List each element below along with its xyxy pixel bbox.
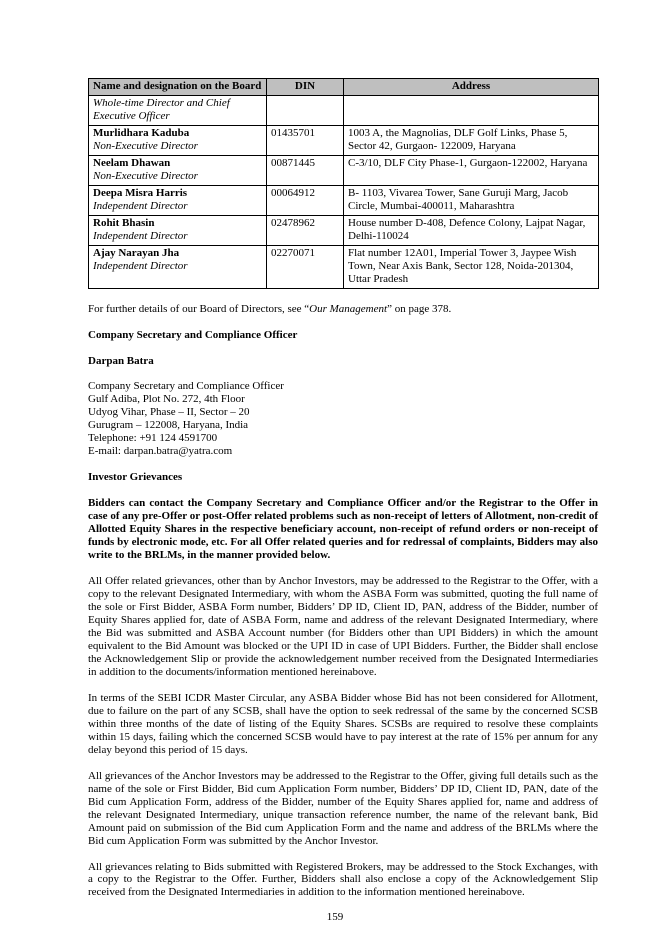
section-heading-company-secretary: Company Secretary and Compliance Officer xyxy=(88,328,298,341)
director-name: Ajay Narayan Jha xyxy=(93,246,180,259)
cell-address: 1003 A, the Magnolias, DLF Golf Links, Phase 5, Sector 42, Gurgaon- 122009, Haryana xyxy=(344,125,599,155)
director-designation: Independent Director xyxy=(93,199,188,212)
cell-name-designation xyxy=(89,245,267,288)
column-header-name-designation: Name and designation on the Board xyxy=(89,79,267,96)
further-details-paragraph xyxy=(88,303,598,316)
address-line: Company Secretary and Compliance Officer xyxy=(88,380,284,393)
body-paragraph: All grievances of the Anchor Investors may be addressed to the Registrar to the Offer, giving full details such as the name of the sole or First Bidder, Bid cum Application Form number, Bidders’ DP ID, Client ID, PAN, date of the Bid cum Application Form, address of the Bidder, number of the Equity Shares applied for, name and address of the relevant Designated Intermediary, unique transaction reference number, the name of the relevant bank, Bid Amount paid on submission of the Bid cum Application Form and the name and address of the BRLMs where the Bid cum Application Form was submitted by the Anchor Investor. xyxy=(88,769,598,847)
page-number: 159 xyxy=(326,911,344,923)
cell-address xyxy=(344,95,599,125)
director-name: Rohit Bhasin xyxy=(93,216,155,229)
director-designation: Independent Director xyxy=(93,229,188,242)
cell-din: 01435701 xyxy=(267,125,344,155)
table-header-row xyxy=(89,79,599,96)
text-run: For further details of our Board of Directors, see “ xyxy=(88,302,310,315)
cell-din: 00871445 xyxy=(267,155,344,185)
cell-din: 02478962 xyxy=(267,215,344,245)
table-row xyxy=(89,245,599,288)
body-paragraph: All grievances relating to Bids submitted with Registered Brokers, may be addressed to the Stock Exchanges, with a copy to the Registrar to the Offer. Further, Bidders shall also enclose a copy of the Acknowledgement Slip received from the Designated Intermediaries in addition to the information mentioned hereinabove. xyxy=(88,860,598,899)
officer-name: Darpan Batra xyxy=(88,354,154,367)
italic-section-reference: Our Management xyxy=(309,302,388,315)
text-run: ” on page 378. xyxy=(387,302,452,315)
table-row xyxy=(89,155,599,185)
director-designation: Non-Executive Director xyxy=(93,169,198,182)
director-designation: Non-Executive Director xyxy=(93,139,198,152)
table-row xyxy=(89,125,599,155)
cell-address: Flat number 12A01, Imperial Tower 3, Jaypee Wish Town, Near Axis Bank, Sector 128, Noida-201304, Uttar Pradesh xyxy=(344,245,599,288)
director-name: Murlidhara Kaduba xyxy=(93,126,190,139)
board-of-directors-table xyxy=(88,78,599,289)
column-header-din: DIN xyxy=(267,79,344,96)
cell-name-designation xyxy=(89,185,267,215)
table-row xyxy=(89,95,599,125)
address-line: Udyog Vihar, Phase – II, Sector – 20 xyxy=(88,406,250,419)
cell-address: C-3/10, DLF City Phase-1, Gurgaon-122002, Haryana xyxy=(344,155,599,185)
telephone-line: Telephone: +91 124 4591700 xyxy=(88,432,218,445)
cell-din: 02270071 xyxy=(267,245,344,288)
cell-address: House number D-408, Defence Colony, Lajpat Nagar, Delhi-110024 xyxy=(344,215,599,245)
cell-address: B- 1103, Vivarea Tower, Sane Guruji Marg, Jacob Circle, Mumbai-400011, Maharashtra xyxy=(344,185,599,215)
column-header-address: Address xyxy=(344,79,599,96)
director-name: Deepa Misra Harris xyxy=(93,186,188,199)
company-secretary-address-block xyxy=(88,380,598,458)
body-paragraph: In terms of the SEBI ICDR Master Circular, any ASBA Bidder whose Bid has not been considered for Allotment, due to failure on the part of any SCSB, shall have the option to seek redressal of the same by the concerned SCSB within three months of the date of listing of the Equity Shares. SCSBs are required to resolve these complaints within 15 days, failing which the concerned SCSB would have to pay interest at the rate of 15% per annum for any delay beyond this period of 15 days. xyxy=(88,691,598,756)
address-line: Gulf Adiba, Plot No. 272, 4th Floor xyxy=(88,393,245,406)
director-designation: Whole-time Director and Chief Executive Officer xyxy=(93,96,230,122)
cell-name-designation xyxy=(89,95,267,125)
cell-name-designation xyxy=(89,215,267,245)
cell-name-designation xyxy=(89,155,267,185)
table-row xyxy=(89,185,599,215)
director-name: Neelam Dhawan xyxy=(93,156,171,169)
email-line: E-mail: darpan.batra@yatra.com xyxy=(88,445,233,458)
section-heading-investor-grievances: Investor Grievances xyxy=(88,471,183,484)
cell-din xyxy=(267,95,344,125)
investor-grievances-bold-paragraph: Bidders can contact the Company Secretary and Compliance Officer and/or the Registrar to the Offer in case of any pre-Offer or post-Offer related problems such as non-receipt of letters of Allotment, non-credit of Allotted Equity Shares in the respective beneficiary account, non-receipt of refund orders or non-receipt of funds by electronic mode, etc. For all Offer related queries and for redressal of complaints, Bidders may also write to the BRLMs, in the manner provided below. xyxy=(88,497,598,562)
table-row xyxy=(89,215,599,245)
director-designation: Independent Director xyxy=(93,259,188,272)
body-paragraph: All Offer related grievances, other than by Anchor Investors, may be addressed to the Registrar to the Offer, with a copy to the relevant Designated Intermediary, with whom the ASBA Form was submitted, quoting the full name of the sole or First Bidder, ASBA Form number, Bidders’ DP ID, Client ID, PAN, address of the Bidder, number of Equity Shares applied for, date of ASBA Form, name and address of the relevant Designated Intermediary, where the Bid was submitted and ASBA Account number (for Bidders other than UPI Bidders) in which the amount equivalent to the Bid Amount was blocked or the UPI ID in case of UPI Bidders. Further, the Bidder shall enclose the Acknowledgement Slip or provide the acknowledgement number received from the Designated Intermediaries in addition to the documents/information mentioned hereinabove. xyxy=(88,575,598,678)
address-line: Gurugram – 122008, Haryana, India xyxy=(88,419,249,432)
cell-name-designation xyxy=(89,125,267,155)
cell-din: 00064912 xyxy=(267,185,344,215)
